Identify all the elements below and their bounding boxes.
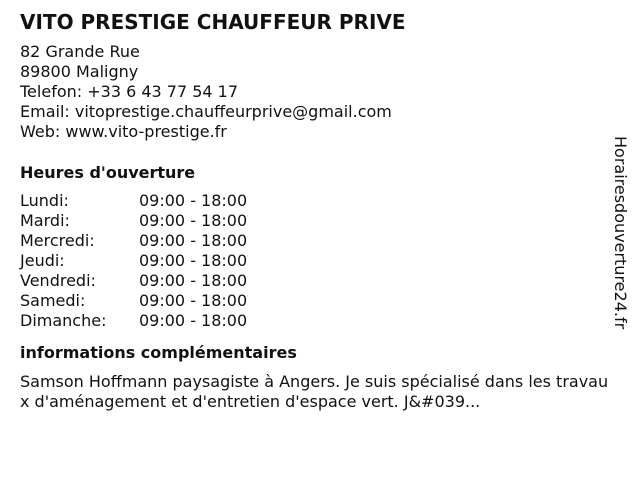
website: Web: www.vito-prestige.fr xyxy=(20,122,227,141)
hours-heading: Heures d'ouverture xyxy=(20,163,196,182)
business-card xyxy=(20,10,610,412)
time-range: 09:00 - 18:00 xyxy=(139,231,248,250)
time-range: 09:00 - 18:00 xyxy=(139,211,248,230)
phone-number: Telefon: +33 6 43 77 54 17 xyxy=(20,82,239,101)
email-address: Email: vitoprestige.chauffeurprive@gmail.com xyxy=(20,102,392,121)
business-name: VITO PRESTIGE CHAUFFEUR PRIVE xyxy=(20,10,406,34)
time-range: 09:00 - 18:00 xyxy=(139,291,248,310)
time-range: 09:00 - 18:00 xyxy=(139,271,248,290)
opening-hours-table xyxy=(20,191,610,331)
street-address: 82 Grande Rue xyxy=(20,42,140,61)
hours-row-sunday xyxy=(20,311,610,331)
day-label: Vendredi: xyxy=(20,271,96,290)
hours-row-saturday xyxy=(20,291,610,311)
city-address: 89800 Maligny xyxy=(20,62,139,81)
day-label: Lundi: xyxy=(20,191,69,210)
day-label: Mercredi: xyxy=(20,231,95,250)
site-credit: Horairesdouverture24.fr xyxy=(611,136,630,330)
day-label: Dimanche: xyxy=(20,311,107,330)
time-range: 09:00 - 18:00 xyxy=(139,191,248,210)
hours-row-thursday xyxy=(20,251,610,271)
contact-block xyxy=(20,42,610,142)
info-description: Samson Hoffmann paysagiste à Angers. Je suis spécialisé dans les travaux d'aménagement et d'entretien d'espace vert. J&#039... xyxy=(20,372,609,411)
hours-row-monday xyxy=(20,191,610,211)
hours-row-friday xyxy=(20,271,610,291)
day-label: Jeudi: xyxy=(20,251,65,270)
hours-row-tuesday xyxy=(20,211,610,231)
hours-row-wednesday xyxy=(20,231,610,251)
time-range: 09:00 - 18:00 xyxy=(139,311,248,330)
day-label: Mardi: xyxy=(20,211,70,230)
day-label: Samedi: xyxy=(20,291,86,310)
info-heading: informations complémentaires xyxy=(20,343,297,362)
time-range: 09:00 - 18:00 xyxy=(139,251,248,270)
